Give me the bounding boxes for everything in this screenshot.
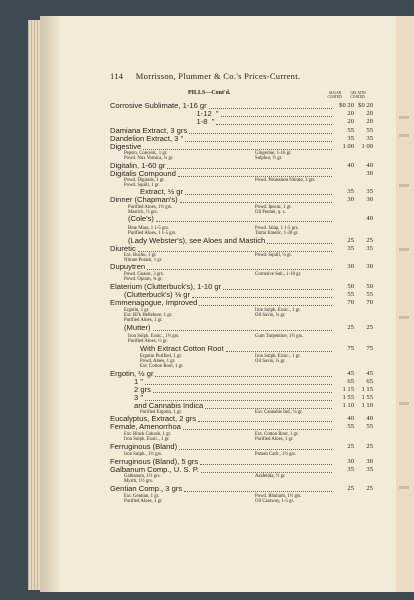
ingredient-right: Iron Sulph. Exsic., 1 gr. — [255, 308, 301, 313]
sugar-coated-price: 1 10 — [342, 402, 354, 409]
ingredient-right: Iron Sulph. Exsic., 1 gr. — [255, 354, 301, 359]
price-row — [110, 401, 373, 410]
gelatin-coated-price: 70 — [366, 299, 373, 306]
gelatin-coated-price: 25 — [366, 485, 373, 492]
ingredient-right: Sulphur, ½ gr. — [255, 156, 283, 161]
price-row — [110, 298, 373, 307]
ingredient-right: Oil Caraway, 1-5 gr. — [255, 499, 294, 504]
sugar-coated-price: $0 20 — [339, 102, 354, 109]
price-row — [110, 442, 373, 451]
item-name: 1 " — [134, 377, 144, 386]
ingredient-right: Tartar Emetic, 1-30 gr. — [255, 231, 299, 236]
gelatin-coated-price: 35 — [366, 466, 373, 473]
section-heading: PILLS—Cont'd. — [188, 90, 231, 96]
ingredient-left: Purified Aloes, 1 gr. — [124, 499, 163, 504]
sugar-coated-price: 25 — [347, 237, 354, 244]
price-row — [110, 195, 373, 204]
dot-leader — [209, 107, 332, 109]
dot-leader — [198, 420, 332, 422]
sugar-coated-price: 75 — [347, 345, 354, 352]
price-row — [110, 262, 373, 271]
dot-leader — [184, 490, 332, 492]
item-name: Dupuytren — [110, 262, 146, 271]
dot-leader — [185, 193, 332, 195]
ingredient-right: Powd. Rhubarb, 1½ grs. — [255, 494, 302, 499]
ingredient-right: Purified Aloes, 1 gr. — [255, 437, 294, 442]
running-title: Morrisson, Plummer & Co.'s Prices-Current. — [135, 71, 301, 81]
gelatin-coated-price: 65 — [366, 378, 373, 385]
column-header-gelatin-coated: GELATIN COATED. — [350, 91, 366, 100]
gelatin-coated-price: 35 — [366, 135, 373, 142]
dot-leader — [143, 148, 332, 150]
ingredient-left: Ergotin Purified, 1 gr. — [140, 354, 182, 359]
item-name: (Clutterbuck's) ⅛ gr — [124, 290, 191, 299]
gelatin-coated-price: 55 — [366, 291, 373, 298]
dot-leader — [221, 115, 332, 117]
ingredient-left: Ext. Cotton Root, 1 gr. — [140, 364, 184, 369]
item-name: Emmenagogue, Improved — [110, 298, 198, 307]
sugar-coated-price: 20 — [347, 110, 354, 117]
facing-page-edge — [396, 16, 414, 592]
dot-leader — [201, 471, 332, 473]
dot-leader — [180, 201, 332, 203]
item-name: (Lady Webster's), see Aloes and Mastich — [128, 236, 266, 245]
dot-leader — [155, 375, 332, 377]
gelatin-coated-price: 40 — [366, 415, 373, 422]
ingredient-right: Ext. Cannabis Ind., ¼ gr. — [255, 410, 303, 415]
dot-leader — [156, 220, 332, 222]
ingredient-right: Powd. Ipecac, 1 gr. — [255, 205, 292, 210]
dot-leader — [216, 123, 332, 125]
sugar-coated-price: 25 — [347, 443, 354, 450]
dot-leader — [200, 463, 332, 465]
page-number: 114 — [110, 71, 124, 81]
dot-leader — [205, 407, 332, 409]
item-name: Digestive — [110, 142, 142, 151]
ingredient-right: Potash Carb., 1½ grs. — [255, 452, 297, 457]
gelatin-coated-price: 40 — [366, 162, 373, 169]
ingredient-row — [110, 499, 360, 504]
gelatin-coated-price: 75 — [366, 345, 373, 352]
ingredient-left: Powd. Guaiac, 3 grs. — [124, 272, 164, 277]
gelatin-coated-price: 1 15 — [361, 386, 373, 393]
sugar-coated-price: 65 — [347, 378, 354, 385]
dot-leader — [153, 391, 332, 393]
item-name: Diuretic — [110, 244, 136, 253]
item-name: (Cole's) — [128, 214, 154, 223]
ingredient-left: Ext. Black Cohosh, 1 gr. — [124, 432, 172, 437]
item-name: Ferruginous (Bland), 5 grs — [110, 457, 199, 466]
gelatin-coated-price: 25 — [366, 443, 373, 450]
gelatin-coated-price: 50 — [366, 283, 373, 290]
gelatin-coated-price: 40 — [366, 215, 373, 222]
ingredient-left: Purified Ergotin, 1 gr. — [140, 410, 182, 415]
item-name: 1-8 " — [110, 117, 215, 126]
ingredient-left: Purified Aloes, ½ gr. — [128, 339, 168, 344]
ingredient-right: Ext. Cotton Root, 1 gr. — [255, 432, 299, 437]
sugar-coated-price: 35 — [347, 466, 354, 473]
ingredient-right: Gum Turpentine, 1½ grs. — [255, 334, 304, 339]
price-row — [110, 369, 373, 378]
item-name: Dandelion Extract, 3 " — [110, 134, 184, 143]
sugar-coated-price: 45 — [347, 370, 354, 377]
item-name: With Extract Cotton Root — [140, 344, 224, 353]
running-header — [110, 71, 300, 81]
price-row — [110, 344, 373, 353]
item-name: Damiana Extract, 3 grs — [110, 126, 188, 135]
item-name: Female, Amenorrhoa — [110, 422, 181, 431]
ingredient-right: Powd. Potassium Nitrate, 3 grs. — [255, 178, 316, 183]
ingredient-left: Ext. BI'k Hellebore, 1 gr. — [124, 313, 173, 318]
dot-leader — [223, 288, 332, 290]
ingredient-left: Powd. Digitalis, 1 gr. — [124, 178, 165, 183]
gutter-shadow — [40, 16, 62, 592]
price-row — [110, 244, 373, 253]
ingredient-left: Pepsin, Concent., 1 gr. — [124, 151, 168, 156]
item-name: Gentian Comp., 3 grs — [110, 484, 183, 493]
ingredient-left: Blue Mass, 1 1-5 grs. — [128, 226, 170, 231]
ingredient-left: Iron Sulph. Exsic., 1 gr. — [124, 437, 170, 442]
price-row — [110, 236, 373, 245]
price-row — [110, 323, 373, 332]
item-name: Elaterium (Clutterbuck's), 1-10 gr — [110, 282, 222, 291]
item-name: Digitalis Compound — [110, 169, 176, 178]
dot-leader — [189, 132, 332, 134]
sugar-coated-price: 40 — [347, 415, 354, 422]
dot-leader — [199, 304, 332, 306]
ingredient-right: Asafetida, ½ gr. — [255, 474, 286, 479]
item-name: Digitalin, 1-60 gr — [110, 161, 166, 170]
gelatin-coated-price: 20 — [366, 110, 373, 117]
dot-leader — [267, 242, 332, 244]
ingredient-left: Ergotin, 1 gr. — [124, 308, 150, 313]
sugar-coated-price: 1 55 — [342, 394, 354, 401]
gelatin-coated-price: 30 — [366, 263, 373, 270]
ingredient-left: Powd. Aloes, 1 gr. — [140, 359, 176, 364]
item-name: 3 " — [134, 393, 144, 402]
dot-leader — [138, 250, 332, 252]
item-name: Dinner (Chapman's) — [110, 195, 178, 204]
sugar-coated-price: 35 — [347, 188, 354, 195]
ingredient-left: Myrrh, 1½ grs. — [124, 479, 153, 484]
dot-leader — [179, 448, 332, 450]
column-header-sugar-coated: SUGAR COATED. — [327, 91, 343, 100]
price-row — [110, 465, 373, 474]
ingredient-right: Oil Savin, ¼ gr. — [255, 313, 286, 318]
sugar-coated-price: 35 — [347, 135, 354, 142]
gelatin-coated-price: 25 — [366, 237, 373, 244]
sugar-coated-price: 55 — [347, 127, 354, 134]
price-row — [110, 134, 373, 143]
price-row — [110, 422, 373, 431]
item-name: Galbanum Comp., U. S. P. — [110, 465, 199, 474]
ingredient-left: Purified Aloes, 1 gr. — [124, 318, 163, 323]
ingredient-right: Corrosive Sub., 1-10 gr. — [255, 272, 302, 277]
item-name: 1-12 " — [110, 109, 219, 118]
item-name: Ferruginous (Bland) — [110, 442, 178, 451]
item-name: (Mutter) — [124, 323, 151, 332]
price-row — [110, 142, 373, 151]
sugar-coated-price: 30 — [347, 458, 354, 465]
ingredient-left: Mastich, ½ grs. — [128, 210, 158, 215]
item-name: Eucalyptus, Extract, 2 grs — [110, 414, 197, 423]
sugar-coated-price: 55 — [347, 423, 354, 430]
dot-leader — [183, 428, 332, 430]
sugar-coated-price: 25 — [347, 485, 354, 492]
item-name: Corrosive Sublimate, 1-16 gr — [110, 101, 207, 110]
sugar-coated-price: 1 00 — [342, 143, 354, 150]
dot-leader — [226, 350, 332, 352]
dot-leader — [147, 268, 332, 270]
item-name: Extract, ½ gr — [140, 187, 184, 196]
ingredient-right: Gingerine, 1-16 gr. — [255, 151, 292, 156]
ingredient-left: Purified Aloes, 1½ grs. — [128, 205, 173, 210]
gelatin-coated-price: 55 — [366, 423, 373, 430]
sugar-coated-price: 50 — [347, 283, 354, 290]
dot-leader — [145, 383, 332, 385]
gelatin-coated-price: 25 — [366, 324, 373, 331]
item-name: Ergotin, ½ gr — [110, 369, 154, 378]
gelatin-coated-price: 45 — [366, 370, 373, 377]
ingredient-left: Galbanum, 1½ grs. — [124, 474, 161, 479]
dot-leader — [167, 167, 332, 169]
ingredient-left: Powd. Squill, 1 gr. — [124, 183, 160, 188]
sugar-coated-price: 30 — [347, 263, 354, 270]
ingredient-left: Nitrate Potash, 1 gr. — [124, 258, 163, 263]
price-row — [110, 385, 373, 394]
ingredient-right: Oil Savin, ¼ gr. — [255, 359, 286, 364]
item-name: and Cannabis Indica — [134, 401, 204, 410]
gelatin-coated-price: $0 20 — [358, 102, 373, 109]
dot-leader — [185, 140, 332, 142]
price-row — [110, 214, 373, 223]
sugar-coated-price: 35 — [347, 245, 354, 252]
price-row — [110, 169, 373, 178]
gelatin-coated-price: 1 00 — [361, 143, 373, 150]
gelatin-coated-price: 30 — [366, 170, 373, 177]
sugar-coated-price: 30 — [347, 196, 354, 203]
ingredient-left: Purified Aloes, 1 1-5 grs. — [128, 231, 177, 236]
ingredient-left: Powd. Opium, ¾ gr. — [124, 277, 163, 282]
dot-leader — [178, 175, 332, 177]
ingredient-right: Oil Fennel, q. s. — [255, 210, 286, 215]
gelatin-coated-price: 55 — [366, 127, 373, 134]
price-row — [110, 484, 373, 493]
ingredient-left: Ext. Gentian, 1 gr. — [124, 494, 160, 499]
gelatin-coated-price: 35 — [366, 188, 373, 195]
ingredient-right: Powd. Jalap, 1 1-5 grs. — [255, 226, 299, 231]
gelatin-coated-price: 1 10 — [361, 402, 373, 409]
ingredient-right: Powd. Squill, ¼ gr. — [255, 253, 292, 258]
sugar-coated-price: 70 — [347, 299, 354, 306]
sugar-coated-price: 1 15 — [342, 386, 354, 393]
ingredient-left: Powd. Nux Vomica, ¼ gr. — [124, 156, 174, 161]
ingredient-left: Ext. Buchu, 1 gr. — [124, 253, 157, 258]
gelatin-coated-price: 35 — [366, 245, 373, 252]
dot-leader — [192, 296, 332, 298]
gelatin-coated-price: 1 55 — [361, 394, 373, 401]
dot-leader — [153, 329, 332, 331]
item-name: 2 grs — [134, 385, 151, 394]
sugar-coated-price: 40 — [347, 162, 354, 169]
ingredient-left: Iron Sulph., 1½ grs. — [124, 452, 163, 457]
sugar-coated-price: 20 — [347, 118, 354, 125]
sugar-coated-price: 25 — [347, 324, 354, 331]
gelatin-coated-price: 30 — [366, 458, 373, 465]
sugar-coated-price: 55 — [347, 291, 354, 298]
gelatin-coated-price: 20 — [366, 118, 373, 125]
gelatin-coated-price: 30 — [366, 196, 373, 203]
price-row — [110, 117, 373, 126]
ingredient-left: Iron Sulph. Exsic., 1½ grs. — [128, 334, 180, 339]
